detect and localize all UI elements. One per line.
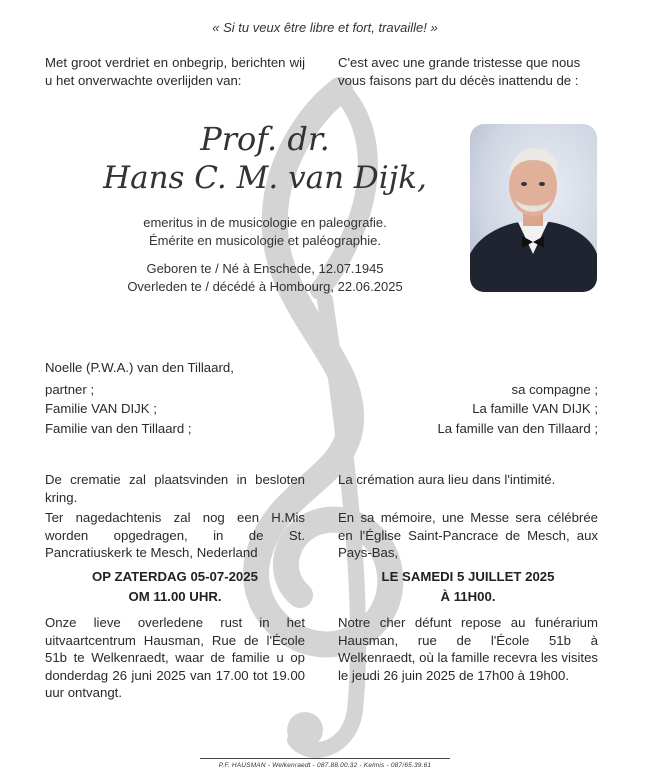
deceased-title: Prof. dr. (200, 120, 330, 158)
intro-nl: Met groot verdriet en onbegrip, berichten wij u het onverwachte overlijden van: (45, 55, 305, 88)
family-tillaard-fr: La famille van den Tillaard ; (437, 421, 598, 436)
family-partner-name: Noelle (P.W.A.) van den Tillaard, (45, 360, 234, 375)
deceased-name: Hans C. M. van Dijk, (103, 160, 427, 196)
role-nl: emeritus in de musicologie en paleografie. (143, 215, 387, 230)
role-fr: Émérite en musicologie et paléographie. (149, 233, 381, 248)
portrait-photo (470, 124, 597, 292)
family-tillaard-nl: Familie van den Tillaard ; (45, 421, 192, 436)
rest-nl: Onze lieve overledene rust in het uitvaartcentrum Hausman, Rue de l'École 51b te Welkenraedt, waar de familie u op donderdag 26 juni 2025 van 17.00 tot 19.00 uur ontvangt. (45, 615, 305, 700)
motto-quote: « Si tu veux être libre et fort, travaille! » (212, 20, 438, 35)
birth-line: Geboren te / Né à Enschede, 12.07.1945 (146, 261, 384, 276)
footer-funeral-home: P.F. HAUSMAN - Welkenraedt - 087.88.00.32 - Kelmis - 087/65.39.61 (218, 762, 432, 769)
death-line: Overleden te / décédé à Hombourg, 22.06.2025 (127, 279, 403, 294)
family-vandijk-fr: La famille VAN DIJK ; (472, 401, 598, 416)
mass-date-nl: OP ZATERDAG 05-07-2025 (92, 569, 258, 584)
cremation-nl: De crematie zal plaatsvinden in besloten kring. (45, 472, 305, 505)
cremation-fr: La crémation aura lieu dans l'intimité. (338, 472, 556, 487)
family-partner-nl: partner ; (45, 382, 95, 397)
mass-nl: Ter nagedachtenis zal nog een H.Mis worden opgedragen, in de St. Pancratiuskerk te Mesch, Nederland (45, 510, 305, 560)
intro-fr: C'est avec une grande tristesse que nous vous faisons part du décès inattendu de : (338, 55, 581, 88)
rest-fr: Notre cher défunt repose au funérarium Hausman, rue de l'École 51b à Welkenraedt, où la famille recevra les visites le jeudi 26 juin 2025 de 17h00 à 19h00. (338, 615, 598, 683)
mass-time-fr: À 11H00. (440, 589, 496, 604)
mass-fr: En sa mémoire, une Messe sera célébrée en l'Église Saint-Pancrace de Mesch, aux Pays-Bas, (338, 510, 598, 560)
mass-time-nl: OM 11.00 UHR. (128, 589, 222, 604)
family-vandijk-nl: Familie VAN DIJK ; (45, 401, 157, 416)
family-partner-fr: sa compagne ; (511, 382, 598, 397)
mass-date-fr: LE SAMEDI 5 JUILLET 2025 (381, 569, 555, 584)
footer-divider (200, 758, 450, 759)
